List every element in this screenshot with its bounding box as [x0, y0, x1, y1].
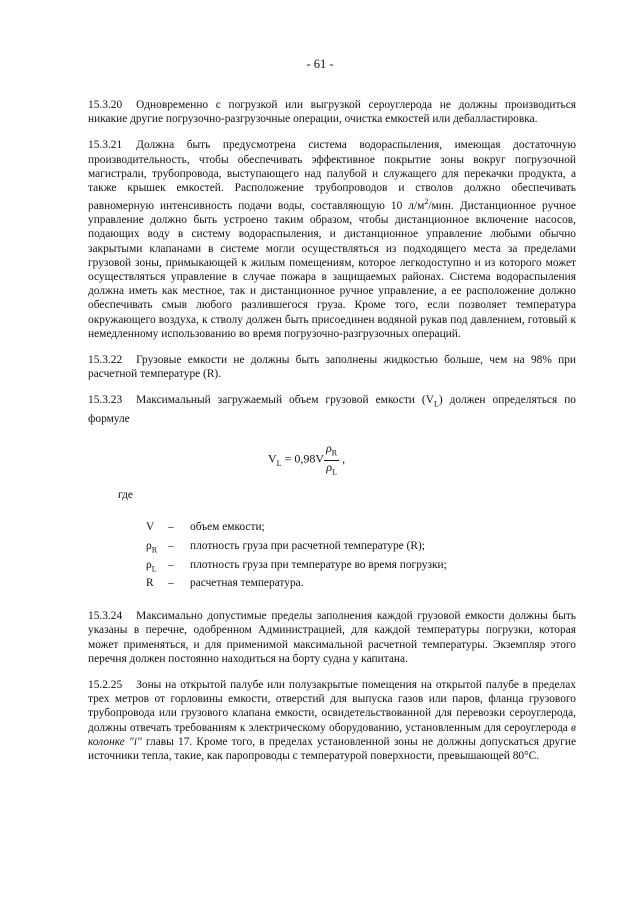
definition-item [146, 520, 576, 539]
definition-symbol: ρ [146, 540, 152, 553]
formula-numerator-sub: R [331, 448, 338, 458]
section-15-2-25 [88, 678, 576, 763]
definition-item [146, 576, 576, 595]
definition-text: объем емкости; [190, 521, 265, 534]
section-number: 15.3.23 [88, 394, 123, 407]
definition-dash: – [168, 540, 174, 553]
formula-lhs-sub: L [276, 459, 282, 469]
section-number: 15.3.24 [88, 610, 123, 623]
formula-denominator-sub: L [331, 466, 337, 476]
page-number: - 61 - [306, 57, 334, 71]
definition-symbol: ρ [146, 558, 152, 571]
subscript: L [433, 399, 439, 409]
section-15-3-24 [88, 609, 576, 666]
formula [88, 442, 576, 478]
section-text: Грузовые емкости не должны быть заполнены жидкостью больше, чем на 98% при расчетной температуре (R). [88, 354, 576, 381]
definition-symbol: V [146, 521, 155, 534]
definition-dash: – [168, 577, 174, 590]
section-number: 15.2.25 [88, 678, 123, 691]
where-label: где [118, 489, 133, 502]
definition-dash: – [168, 558, 174, 571]
section-number: 15.3.21 [88, 139, 123, 152]
formula-denominator: ρ [326, 459, 332, 474]
section-15-3-21 [88, 138, 576, 341]
section-italic-text: в колонке "i" [88, 721, 576, 748]
definition-item: $\rho_L$ – плотность груза при температуре во время погрузки; [146, 558, 576, 577]
definition-symbol: R [146, 577, 154, 590]
definition-text: расчетная температура. [190, 577, 304, 590]
section-15-3-23 [88, 393, 576, 426]
section-text-cont: /мин. Дистанционное ручное управление должно быть устроено таким образом, чтобы дистанционное включение насосов, подающих воду в систему водораспыления, и дистанционное управление любыми обычно закрытыми клапанами в системе могли осуществляться из подходящего места за пределами грузовой зоны, примыкающей к жилым помещениям, которое легкодоступно и из которого может осуществляться управление в случае пожара в защищаемых районах. Система водораспыления должна иметь как местное, так и дистанционное ручное управление, а ее расположение должно обеспечивать смыв любого разлившегося груза. Кроме того, если позволяет температура окружающего воздуха, к стволу должен быть присоединен водяной рукав под давлением, готовый к немедленному использованию во время погрузочно-разгрузочных операций. [88, 200, 576, 340]
definition-item: $\rho_R$ – плотность груза при расчетной температуре (R); [146, 539, 576, 558]
section-number: 15.3.20 [88, 99, 123, 111]
section-text: Максимально допустимые пределы заполнения каждой грузовой емкости должны быть указаны в перечне, одобренном Администрацией, для каждой температуры погрузки, которая может применяться, и для применимой максимальной расчетной температуры. Экземпляр этого перечня должен постоянно находиться на борту судна у капитана. [88, 610, 576, 665]
section-text-cont: ) должен определяться по формуле [88, 394, 576, 425]
section-15-3-20 [88, 98, 576, 126]
section-text: Максимальный загружаемый объем грузовой емкости (V [136, 394, 434, 407]
section-text: Должна быть предусмотрена система водораспыления, имеющая достаточную производительность, чтобы обеспечивать эффективное покрытие зоны вокруг погрузочной магистрали, трубопровода, выступающего над палубой и служащего для перекачки продукта, а также крышек емкостей. Расположение трубопроводов и стволов должно обеспечивать равномерную интенсивность подачи воды, составляющую 10 л/м [88, 139, 576, 213]
formula-tail: , [339, 451, 346, 466]
superscript: 2 [424, 197, 429, 207]
section-number: 15.3.22 [88, 354, 123, 367]
section-text-cont: главы 17. Кроме того, в пределах установленной зоны не должны допускаться другие источники тепла, такие, как паропроводы с температурой поверхности, превышающей 80°С. [88, 735, 577, 762]
document-body [88, 98, 576, 775]
formula-fraction [324, 442, 339, 478]
formula-numerator: ρ [326, 441, 332, 456]
formula-eq: = 0,98V [281, 451, 324, 466]
definition-text: плотность груза при расчетной температуре (R); [190, 540, 425, 553]
definitions-list [146, 520, 576, 595]
section-text: Зоны на открытой палубе или полузакрытые помещения на открытой палубе в пределах трех метров от горловины емкости, отверстий для выпуска газов или паров, фланца грузового трубопровода или грузового клапана емкости, освидетельствованной для перевозки сероуглерода, должны отвечать требованиям к электрическому оборудованию, установленным для сероуглерода [88, 678, 576, 734]
formula-lhs: V [268, 451, 277, 466]
definition-dash: – [168, 521, 174, 534]
section-text: Одновременно с погрузкой или выгрузкой сероуглерода не должны производиться никакие другие погрузочно-разгрузочные операции, очистка емкостей или дебалластировка. [88, 99, 576, 126]
definition-text: плотность груза при температуре во время погрузки; [190, 558, 447, 571]
section-15-3-22 [88, 353, 576, 381]
